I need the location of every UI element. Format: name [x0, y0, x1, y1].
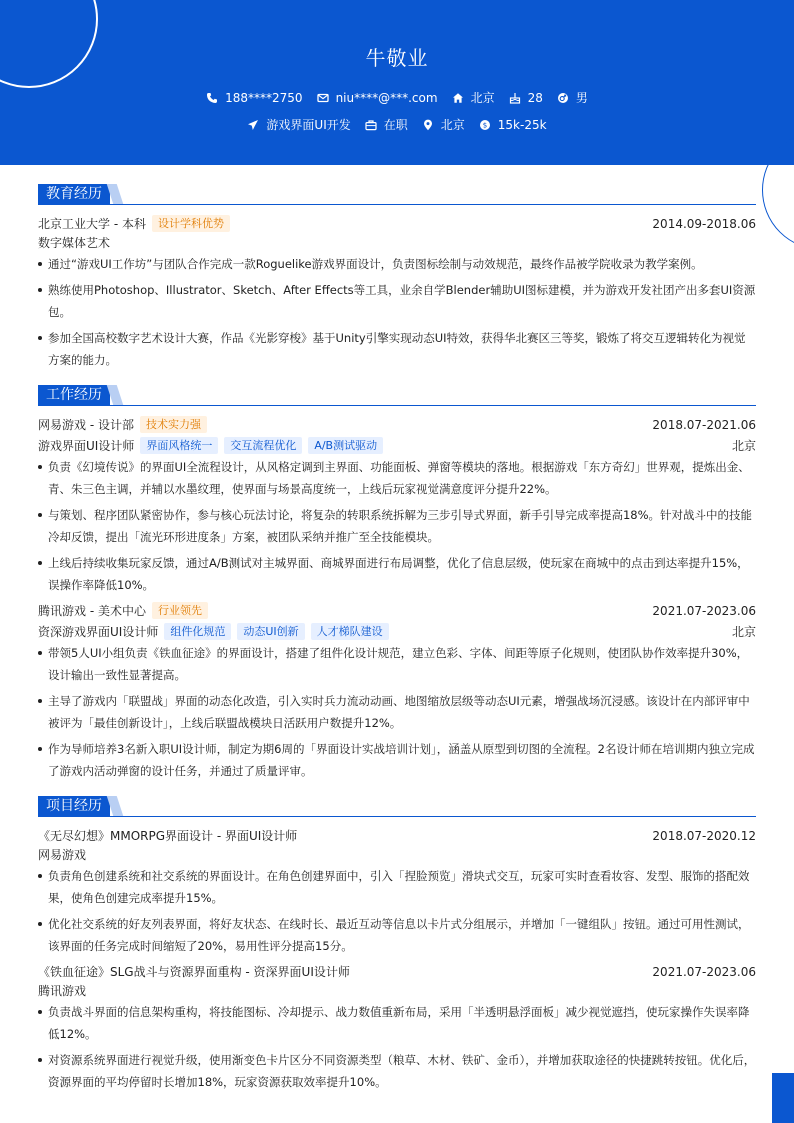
job-bullets: [38, 456, 756, 596]
project-name: 《无尽幻想》MMORPG界面设计 - 界面UI设计师: [38, 829, 298, 843]
company-name: 腾讯游戏 - 美术中心: [38, 604, 146, 618]
briefcase-icon: [365, 119, 377, 131]
skill-tag: 界面风格统一: [140, 437, 218, 454]
gender-icon: [557, 92, 569, 104]
project-date: 2021.07-2023.06: [652, 964, 756, 979]
section-title: 教育经历: [38, 184, 110, 204]
money-icon: [479, 119, 491, 131]
email-address: niu****@***.com: [335, 90, 438, 105]
email-info: [317, 91, 438, 105]
company-tag: 行业领先: [152, 602, 208, 619]
education-row: [38, 213, 756, 234]
job-role-row: [38, 621, 756, 642]
list-item: 通过“游戏UI工作坊”与团队合作完成一款Roguelike游戏界面设计，负责图标绘制与动效规范，最终作品被学院收录为教学案例。: [38, 253, 756, 275]
status-text: 在职: [383, 118, 408, 132]
section-header: [38, 796, 756, 817]
phone-number: 188****2750: [225, 90, 303, 105]
list-item: 负责战斗界面的信息架构重构，将技能图标、冷却提示、战力数值重新布局，采用「半透明悬浮面板」减少视觉遮挡，使玩家操作失误率降低12%。: [38, 1001, 756, 1045]
job-intent-row: [0, 116, 794, 133]
major-name: 数字媒体艺术: [38, 236, 111, 250]
job-entry: [38, 600, 756, 782]
job-role-row: [38, 435, 756, 456]
location-text: 北京: [470, 91, 495, 105]
project-header-row: [38, 825, 756, 846]
project-bullets: [38, 865, 756, 957]
resume-header: [0, 0, 794, 165]
map-pin-icon: [422, 119, 434, 131]
job-date: 2021.07-2023.06: [652, 603, 756, 618]
list-item: 与策划、程序团队紧密协作，参与核心玩法讨论，将复杂的转职系统拆解为三步引导式界面，新手引导完成率提高18%。针对战斗中的技能冷却反馈，提出「流光环形进度条」方案，被团队采纳并推广至全技能模块。: [38, 504, 756, 548]
project-org: 网易游戏: [38, 848, 87, 862]
gender-info: [557, 89, 588, 106]
section-header: [38, 385, 756, 406]
list-item: 带领5人UI小组负责《铁血征途》的界面设计，搭建了组件化设计规范，建立色彩、字体、间距等原子化规则，使团队协作效率提升30%，设计输出一致性显著提高。: [38, 642, 756, 686]
skill-tag: 交互流程优化: [224, 437, 302, 454]
cake-icon: [509, 92, 521, 104]
position-info: [247, 116, 350, 133]
contact-row: [0, 89, 794, 106]
list-item: 主导了游戏内「联盟战」界面的动态化改造，引入实时兵力流动动画、地图缩放层级等动态UI元素，增强战场沉浸感。该设计在内部评审中被评为「最佳创新设计」，上线后联盟战模块日活跃用户数提升12%。: [38, 690, 756, 734]
gender-text: 男: [575, 91, 588, 105]
section-title: 项目经历: [38, 796, 110, 816]
project-header-row: [38, 961, 756, 982]
school-name: 北京工业大学 - 本科: [38, 217, 146, 231]
list-item: 优化社交系统的好友列表界面，将好友状态、在线时长、最近互动等信息以卡片式分组展示，并增加「一键组队」按钮。通过可用性测试，该界面的任务完成时间缩短了20%，易用性评分提高15分。: [38, 913, 756, 957]
job-location: 北京: [731, 439, 756, 453]
mail-icon: [317, 92, 329, 104]
project-bullets: [38, 1001, 756, 1093]
list-item: 对资源系统界面进行视觉升级，使用渐变色卡片区分不同资源类型（粮草、木材、铁矿、金币），并增加获取途径的快捷跳转按钮。优化后，资源界面的平均停留时长增加18%，玩家资源获取效率提升10%。: [38, 1049, 756, 1093]
education-bullets: [38, 253, 756, 371]
section-header: [38, 184, 756, 205]
list-item: 上线后持续收集玩家反馈，通过A/B测试对主城界面、商城界面进行布局调整，优化了信息层级，使玩家在商城中的点击到达率提升15%，误操作率降低10%。: [38, 552, 756, 596]
job-role: 资深游戏界面UI设计师: [38, 625, 159, 639]
skill-tag: A/B测试驱动: [308, 437, 383, 454]
job-header-row: [38, 600, 756, 621]
school-tag: 设计学科优势: [152, 215, 230, 232]
position-text: 游戏界面UI开发: [266, 118, 351, 132]
status-info: [365, 116, 408, 133]
phone-info: [206, 91, 302, 105]
candidate-name: 牛敬业: [365, 46, 429, 70]
home-icon: [452, 92, 464, 104]
job-bullets: [38, 642, 756, 782]
project-section: [38, 796, 756, 1093]
svg-text:$: $: [482, 121, 488, 130]
skill-tag: 组件化规范: [164, 623, 231, 640]
age-info: [509, 91, 543, 105]
job-header-row: [38, 414, 756, 435]
send-icon: [247, 119, 259, 131]
list-item: 负责角色创建系统和社交系统的界面设计。在角色创建界面中，引入「捏脸预览」滑块式交互，玩家可实时查看妆容、发型、服饰的搭配效果，使角色创建完成率提升15%。: [38, 865, 756, 909]
resume-body: [38, 184, 756, 1107]
job-date: 2018.07-2021.06: [652, 417, 756, 432]
education-date: 2014.09-2018.06: [652, 216, 756, 231]
phone-icon: [206, 92, 218, 104]
work-section: [38, 385, 756, 782]
project-name: 《铁血征途》SLG战斗与资源界面重构 - 资深界面UI设计师: [38, 965, 350, 979]
project-entry: [38, 961, 756, 1093]
education-section: [38, 184, 756, 371]
city-text: 北京: [440, 118, 465, 132]
job-role: 游戏界面UI设计师: [38, 439, 135, 453]
company-name: 网易游戏 - 设计部: [38, 418, 134, 432]
location-info: [452, 89, 495, 106]
list-item: 熟练使用Photoshop、Illustrator、Sketch、After Effects等工具，业余自学Blender辅助UI图标建模，并为游戏开发社团产出多套UI资源包。: [38, 279, 756, 323]
list-item: 负责《幻境传说》的界面UI全流程设计，从风格定调到主界面、功能面板、弹窗等模块的落地。根据游戏「东方奇幻」世界观，提炼出金、青、朱三色主调，并辅以水墨纹理，使界面与场景高度统一，上线后玩家视觉满意度评分提升22%。: [38, 456, 756, 500]
list-item: 作为导师培养3名新入职UI设计师，制定为期6周的「界面设计实战培训计划」，涵盖从原型到切图的全流程。2名设计师在培训期内独立完成了游戏内活动弹窗的设计任务，并通过了质量评审。: [38, 738, 756, 782]
skill-tag: 动态UI创新: [237, 623, 304, 640]
salary-text: 15k-25k: [497, 117, 547, 132]
job-location: 北京: [731, 625, 756, 639]
decorative-corner-block: [772, 1073, 794, 1123]
section-title: 工作经历: [38, 385, 110, 405]
company-tag: 技术实力强: [140, 416, 207, 433]
city-info: [422, 116, 465, 133]
skill-tag: 人才梯队建设: [311, 623, 389, 640]
project-entry: [38, 825, 756, 957]
job-entry: [38, 414, 756, 596]
salary-info: [479, 118, 547, 132]
age-text: 28: [527, 90, 543, 105]
project-org: 腾讯游戏: [38, 984, 87, 998]
list-item: 参加全国高校数字艺术设计大赛，作品《光影穿梭》基于Unity引擎实现动态UI特效，获得华北赛区三等奖，锻炼了将交互逻辑转化为视觉方案的能力。: [38, 327, 756, 371]
project-date: 2018.07-2020.12: [652, 828, 756, 843]
